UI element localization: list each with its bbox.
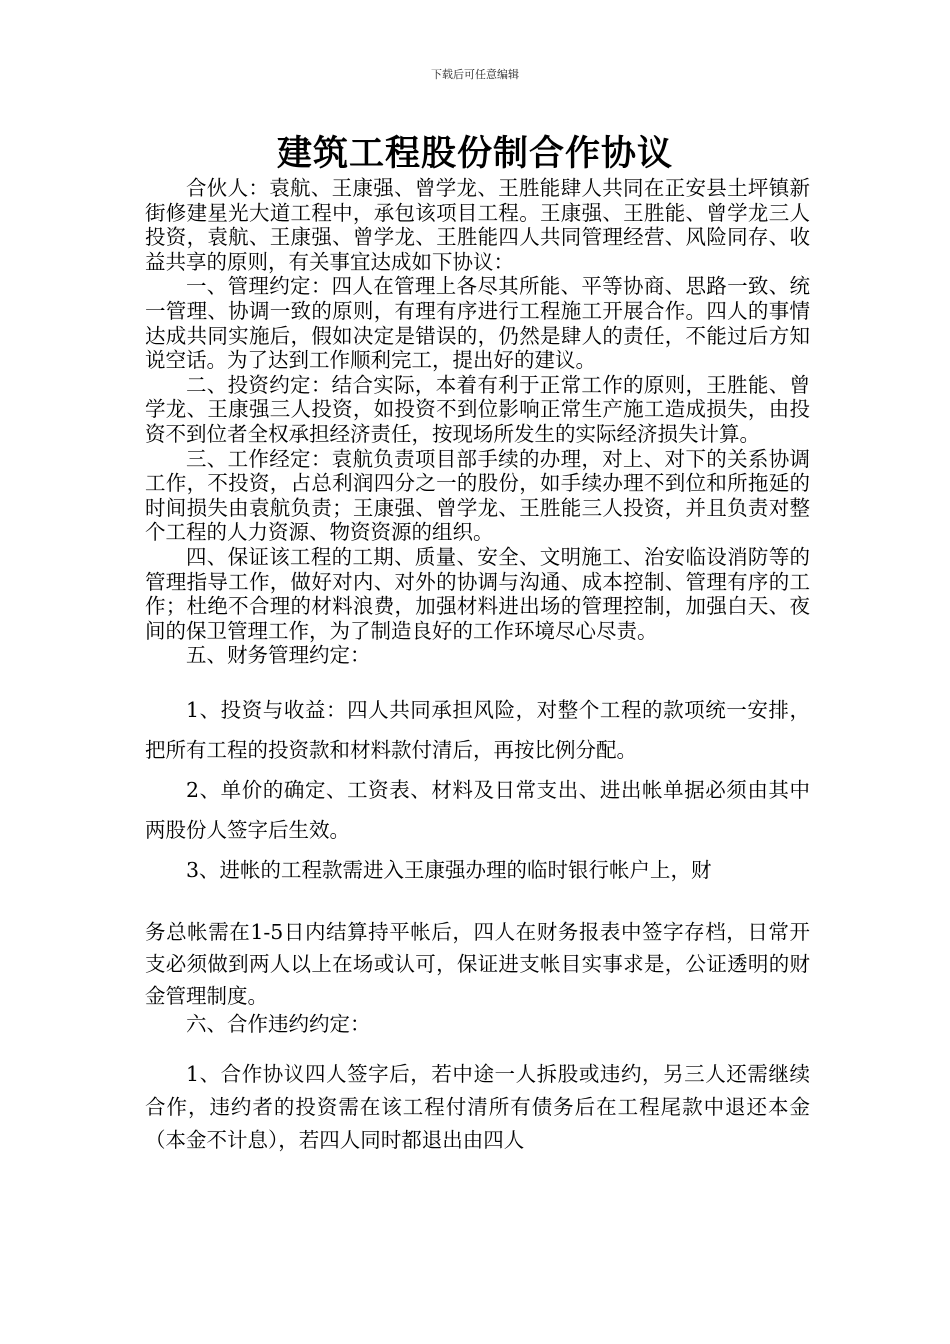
paragraph-intro: 合伙人：袁航、王康强、曾学龙、王胜能肆人共同在正安县土坪镇新街修建星光大道工程中，承包该项目工程。王康强、王胜能、曾学龙三人投资，袁航、王康强、曾学龙、王胜能四人共同管理经营、风险同存、收益共享的原则，有关事宜达成如下协议：: [145, 176, 810, 274]
paragraph-finance-2: 2、单价的确定、工资表、材料及日常支出、进出帐单据必须由其中两股份人签字后生效。: [145, 777, 810, 842]
paragraph-investment: 二、投资约定：结合实际，本着有利于正常工作的原则，王胜能、曾学龙、王康强三人投资，如投资不到位影响正常生产施工造成损失，由投资不到位者全权承担经济责任，按现场所发生的实际经济损失计算。: [145, 372, 810, 446]
paragraph-guarantee: 四、保证该工程的工期、质量、安全、文明施工、治安临设消防等的管理指导工作，做好对内、对外的协调与沟通、成本控制、管理有序的工作；杜绝不合理的材料浪费，加强材料进出场的管理控制，加强白天、夜间的保卫管理工作，为了制造良好的工作环境尽心尽责。: [145, 544, 810, 643]
paragraph-finance-1: 1、投资与收益：四人共同承担风险，对整个工程的款项统一安排，把所有工程的投资款和材料款付清后，再按比例分配。: [145, 697, 810, 762]
paragraph-work: 三、工作经定：袁航负责项目部手续的办理，对上、对下的关系协调工作，不投资，占总利润四分之一的股份，如手续办理不到位和所拖延的时间损失由袁航负责；王康强、曾学龙、王胜能三人投资，并且负责对整个工程的人力资源、物资资源的组织。: [145, 446, 810, 545]
paragraph-breach-heading: 六、合作违约约定：: [186, 1011, 371, 1036]
paragraph-management: 一、管理约定：四人在管理上各尽其所能、平等协商、思路一致、统一管理、协调一致的原则，有理有序进行工程施工开展合作。四人的事情达成共同实施后，假如决定是错误的，仍然是肆人的责任，不能过后方知说空话。为了达到工作顺利完工，提出好的建议。: [145, 274, 810, 373]
paragraph-finance-3a: 3、进帐的工程款需进入王康强办理的临时银行帐户上，财: [186, 857, 712, 882]
document-title: 建筑工程股份制合作协议: [276, 133, 673, 174]
paragraph-breach-1: 1、合作协议四人签字后，若中途一人拆股或违约，另三人还需继续合作，违约者的投资需在该工程付清所有债务后在工程尾款中退还本金（本金不计息），若四人同时都退出由四人: [145, 1062, 810, 1153]
document-body: [145, 176, 810, 1157]
header-note: 下载后可任意编辑: [431, 68, 519, 81]
paragraph-finance-heading: 五、财务管理约定：: [186, 643, 371, 668]
paragraph-finance-3b: 务总帐需在1-5日内结算持平帐后，四人在财务报表中签字存档，日常开支必须做到两人以上在场或认可，保证进支帐目实事求是，公证透明的财金管理制度。: [145, 919, 810, 1008]
